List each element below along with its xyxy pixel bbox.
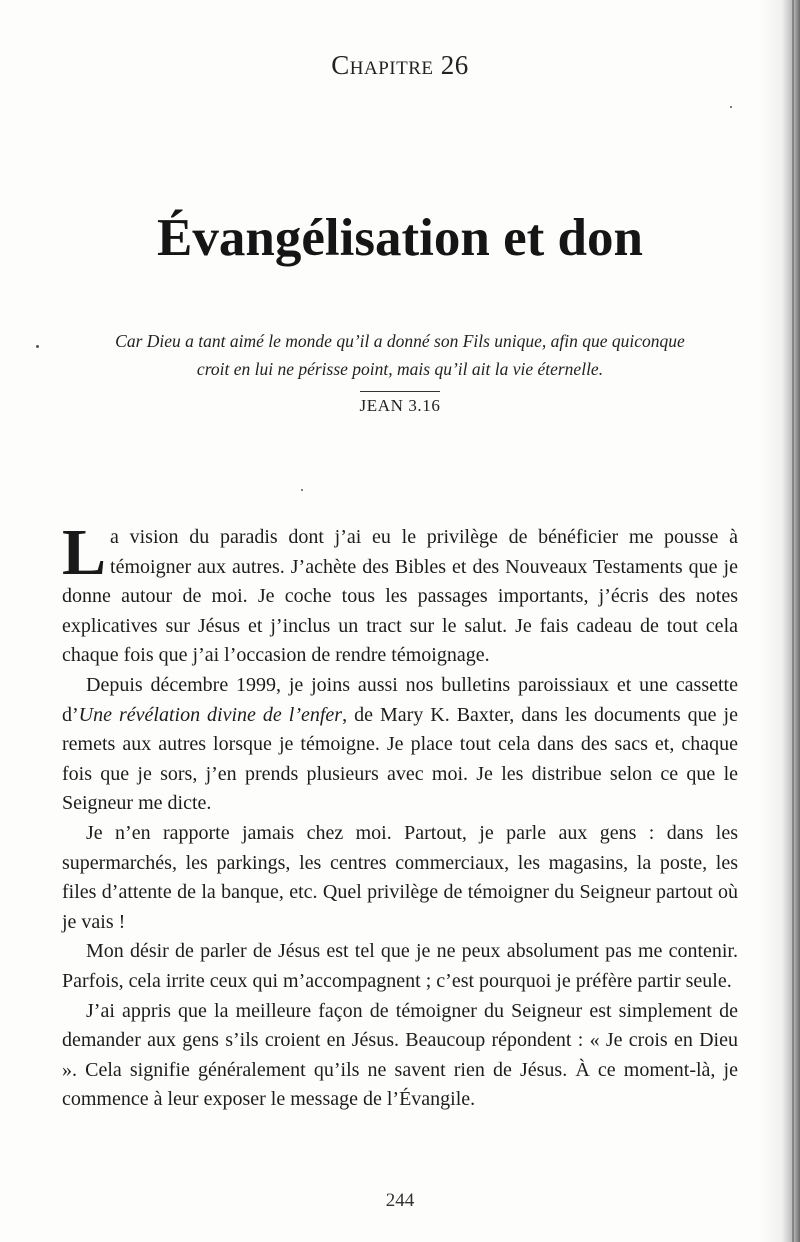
scan-speck bbox=[730, 106, 732, 108]
binding-edge-line bbox=[792, 0, 794, 1242]
epigraph-reference-wrapper bbox=[0, 391, 800, 416]
paragraph-1 bbox=[62, 516, 738, 671]
paragraph-2 bbox=[62, 671, 738, 819]
book-title-reference: Une révélation divine de l’enfer bbox=[78, 703, 343, 726]
chapter-label: Chapitre 26 bbox=[331, 50, 469, 80]
paragraph-1-text: a vision du paradis dont j’ai eu le privilège de bénéficier me pousse à témoigner aux autres. J’achète des Bibles et des Nouveaux Testaments que je donne autour de moi. Je coche tous les passages importants, j’écris des notes explicatives sur Jésus et j’inclus un tract sur le salut. Je fais cadeau de tout cela chaque fois que j’ai l’occasion de rendre témoignage. bbox=[62, 526, 738, 667]
chapter-title: Évangélisation et don bbox=[157, 209, 643, 267]
epigraph-reference: JEAN 3.16 bbox=[360, 391, 441, 416]
paragraph-5: J’ai appris que la meilleure façon de témoigner du Seigneur est simplement de demander aux gens s’ils croient en Jésus. Beaucoup répondent : « Je crois en Dieu ». Cela signifie généralement qu’ils ne savent rien de Jésus. À ce moment-là, je commence à leur exposer le message de l’Évangile. bbox=[62, 999, 738, 1111]
paragraph-3: Je n’en rapporte jamais chez moi. Partout, je parle aux gens : dans les supermarchés, les parkings, les centres commerciaux, les magasins, la poste, les files d’attente de la banque, etc. Quel privilège de témoigner du Seigneur partout où je vais ! bbox=[62, 821, 738, 933]
drop-cap: L bbox=[62, 516, 107, 589]
scan-speck bbox=[301, 489, 303, 491]
paragraph-2-before: Depuis décembre 1999, je joins aussi nos bulletins paroissiaux et une cassette d’ bbox=[62, 673, 738, 726]
binding-edge-shadow bbox=[760, 0, 800, 1242]
epigraph-quote: Car Dieu a tant aimé le monde qu’il a donné son Fils unique, afin que quiconque croit en lui ne périsse point, mais qu’il ait la vie éternelle. bbox=[115, 331, 685, 379]
page-number: 244 bbox=[385, 1190, 415, 1211]
scan-speck bbox=[36, 345, 39, 348]
paragraph-4: Mon désir de parler de Jésus est tel que je ne peux absolument pas me contenir. Parfois, cela irrite ceux qui m’accompagnent ; c’est pourquoi je préfère partir seule. bbox=[62, 940, 738, 992]
paragraph-2-after: , de Mary K. Baxter, dans les documents que je remets aux autres lorsque je témoigne. Je place tout cela dans des sacs et, chaque fois que je sors, j’en prends plusieurs avec moi. Je les distribue selon ce que le Seigneur me dicte. bbox=[62, 703, 738, 815]
body-text bbox=[62, 516, 738, 1115]
